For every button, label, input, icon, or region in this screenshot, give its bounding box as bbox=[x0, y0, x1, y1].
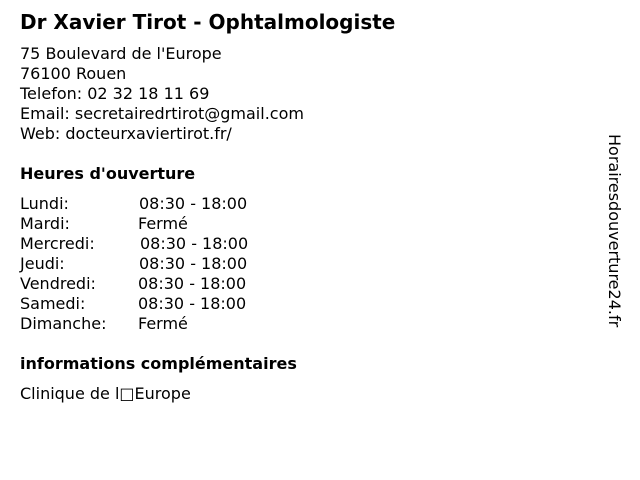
hours-row-dimanche bbox=[20, 314, 600, 334]
additional-info-text: Clinique de l□Europe bbox=[20, 384, 191, 403]
hours-row-mercredi bbox=[20, 234, 600, 254]
site-watermark: Horairesdouverture24.fr bbox=[605, 134, 624, 328]
page-title: Dr Xavier Tirot - Ophtalmologiste bbox=[20, 10, 396, 34]
day-label: Dimanche: bbox=[20, 314, 107, 333]
opening-hours-table bbox=[20, 194, 600, 334]
day-label: Vendredi: bbox=[20, 274, 96, 293]
contact-block bbox=[20, 44, 600, 144]
phone-line: Telefon: 02 32 18 11 69 bbox=[20, 84, 210, 103]
day-label: Samedi: bbox=[20, 294, 86, 313]
time-value: 08:30 - 18:00 bbox=[138, 294, 247, 313]
time-value: 08:30 - 18:00 bbox=[139, 194, 248, 213]
time-value: 08:30 - 18:00 bbox=[138, 274, 247, 293]
time-value: 08:30 - 18:00 bbox=[140, 234, 249, 253]
day-label: Mercredi: bbox=[20, 234, 95, 253]
day-label: Jeudi: bbox=[20, 254, 65, 273]
hours-row-lundi bbox=[20, 194, 600, 214]
address-city: 76100 Rouen bbox=[20, 64, 127, 83]
additional-info-heading: informations complémentaires bbox=[20, 354, 297, 373]
day-label: Mardi: bbox=[20, 214, 70, 233]
hours-row-vendredi bbox=[20, 274, 600, 294]
time-value: Fermé bbox=[138, 314, 188, 333]
business-card bbox=[20, 8, 600, 404]
hours-row-mardi bbox=[20, 214, 600, 234]
time-value: Fermé bbox=[138, 214, 188, 233]
time-value: 08:30 - 18:00 bbox=[139, 254, 248, 273]
hours-row-samedi bbox=[20, 294, 600, 314]
email-line: Email: secretairedrtirot@gmail.com bbox=[20, 104, 304, 123]
address-street: 75 Boulevard de l'Europe bbox=[20, 44, 222, 63]
hours-heading: Heures d'ouverture bbox=[20, 164, 196, 183]
web-line: Web: docteurxaviertirot.fr/ bbox=[20, 124, 232, 143]
hours-row-jeudi bbox=[20, 254, 600, 274]
day-label: Lundi: bbox=[20, 194, 69, 213]
